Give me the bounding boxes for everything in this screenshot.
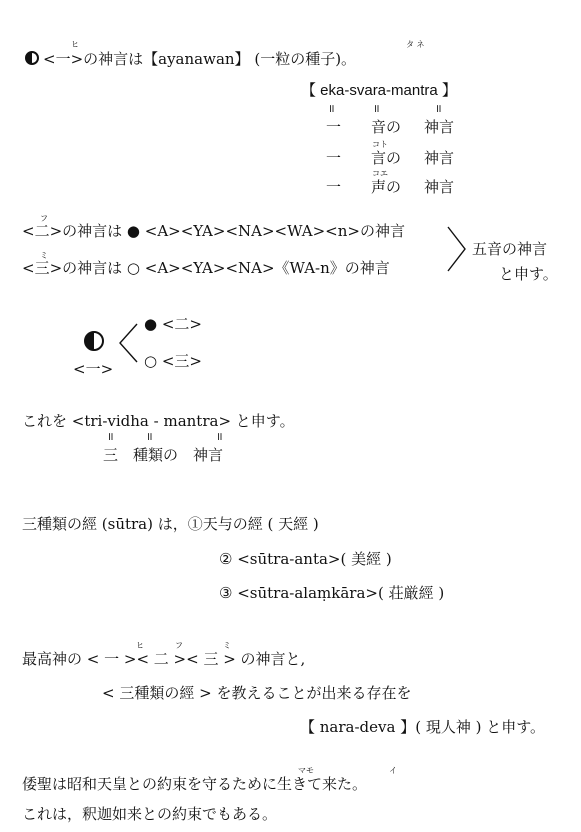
furigana: ヒ bbox=[136, 641, 144, 650]
nara-line2: < 三種類の經 > を教えることが出来る存在を bbox=[102, 684, 412, 702]
furigana: ミ bbox=[223, 641, 231, 650]
half-moon-icon bbox=[25, 51, 39, 65]
sutra-line2: ② <sūtra-anta>( 美經 ) bbox=[219, 550, 392, 568]
furigana: ミ bbox=[40, 251, 48, 260]
closing-line2: これは，釈迦如来との約束でもある。 bbox=[22, 805, 278, 823]
closing-line1: 倭聖は昭和天皇との約束を守るために生きて来た。 bbox=[22, 775, 368, 793]
equal-mark: ॥ bbox=[107, 430, 114, 443]
brace-chevron-icon bbox=[445, 224, 469, 274]
furigana: コト bbox=[372, 140, 388, 149]
eka-row-c: 神言 bbox=[424, 178, 455, 196]
equal-mark: ॥ bbox=[216, 430, 223, 443]
intro-one: <一>の神言は bbox=[43, 50, 144, 68]
eka-row-b: 音の bbox=[371, 118, 402, 136]
half-moon-icon bbox=[84, 331, 104, 351]
diagram-two: ● <二> bbox=[144, 315, 202, 333]
nara-line3: 【 nara-deva 】( 現人神 ) と申す。 bbox=[300, 718, 546, 736]
sutra-line3: ③ <sūtra-alaṃkāra>( 荘厳經 ) bbox=[219, 584, 445, 602]
trividha-line: これを <tri-vidha - mantra> と申す。 bbox=[22, 412, 295, 430]
furigana: フ bbox=[175, 641, 183, 650]
furigana: イ bbox=[389, 766, 397, 775]
eka-heading: 【 eka-svara-mantra 】 bbox=[301, 82, 457, 99]
equal-mark: ॥ bbox=[146, 430, 153, 443]
two-line: <二>の神言は ● <A><YA><NA><WA><n>の神言 bbox=[22, 222, 405, 240]
intro-mantra: 【ayanawan】 bbox=[143, 50, 250, 68]
eka-row-b: 声の bbox=[371, 178, 402, 196]
five-line1: 五音の神言 bbox=[472, 240, 548, 258]
three-line: <三>の神言は ○ <A><YA><NA>《WA-n》の神言 bbox=[22, 259, 390, 277]
equal-mark: ॥ bbox=[435, 102, 442, 115]
eka-row-a: 一 bbox=[326, 178, 342, 196]
diagram-one: <一> bbox=[73, 360, 114, 378]
eka-row-c: 神言 bbox=[424, 118, 455, 136]
diagram-three: ○ <三> bbox=[144, 352, 202, 370]
furigana: マモ bbox=[298, 766, 314, 775]
trividha-sub: 三 種類の 神言 bbox=[103, 446, 224, 464]
five-line2: と申す。 bbox=[499, 265, 558, 283]
intro-seed: (一粒の種子)。 bbox=[254, 50, 357, 68]
furigana: コエ bbox=[372, 169, 388, 178]
nara-line1: 最高神の < 一 >< 二 >< 三 > の神言と, bbox=[22, 650, 306, 668]
furigana: タ ネ bbox=[406, 40, 425, 49]
fork-chevron-icon bbox=[115, 320, 143, 366]
eka-row-b: 言の bbox=[371, 149, 402, 167]
eka-row-a: 一 bbox=[326, 118, 342, 136]
intro-text bbox=[43, 50, 356, 68]
eka-row-a: 一 bbox=[326, 149, 342, 167]
furigana: ヒ bbox=[71, 40, 79, 49]
equal-mark: ॥ bbox=[373, 102, 380, 115]
eka-row-c: 神言 bbox=[424, 149, 455, 167]
sutra-line1: 三種類の經 (sūtra) は，①天与の經 ( 天經 ) bbox=[22, 515, 319, 533]
equal-mark: ॥ bbox=[328, 102, 335, 115]
furigana: フ bbox=[40, 214, 48, 223]
